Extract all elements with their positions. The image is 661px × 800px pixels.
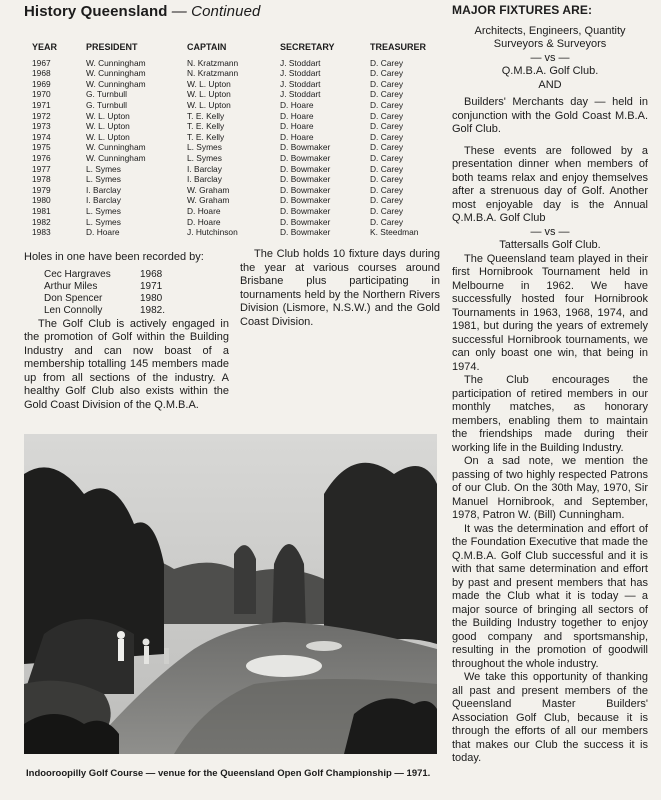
golf-club-paragraph: The Golf Club is actively engaged in the promotion of Golf within the Building Industry and can now boast of a membership totalling 145 members made up from all sections of the industry. A healthy Golf Club also exists within the Gold Coast Division of the Q.M.B.A. bbox=[24, 317, 229, 411]
officers-row bbox=[32, 68, 440, 79]
officers-cell-treasurer: D. Carey bbox=[370, 216, 404, 227]
officers-row bbox=[32, 100, 440, 111]
officers-cell-treasurer: D. Carey bbox=[370, 195, 404, 206]
holes-year: 1971 bbox=[140, 280, 163, 292]
officers-row bbox=[32, 153, 440, 164]
officers-row bbox=[32, 58, 440, 69]
officers-cell-secretary: D. Bowmaker bbox=[280, 184, 331, 195]
officers-cell-year: 1976 bbox=[32, 152, 51, 163]
fixture-days-section bbox=[240, 248, 440, 329]
officers-cell-year: 1979 bbox=[32, 184, 51, 195]
officers-row bbox=[32, 79, 440, 90]
officers-cell-president: W. Cunningham bbox=[86, 142, 146, 153]
officers-cell-president: L. Symes bbox=[86, 163, 121, 174]
col-header-president: PRESIDENT bbox=[86, 42, 138, 52]
officers-cell-treasurer: D. Carey bbox=[370, 110, 404, 121]
holes-row bbox=[44, 269, 165, 281]
officers-cell-secretary: J. Stoddart bbox=[280, 68, 321, 79]
officers-row bbox=[32, 174, 440, 185]
officers-cell-president: I. Barclay bbox=[86, 195, 121, 206]
col-header-year: YEAR bbox=[32, 42, 58, 52]
officers-cell-secretary: D. Bowmaker bbox=[280, 174, 331, 185]
officers-cell-treasurer: D. Carey bbox=[370, 78, 404, 89]
officers-row bbox=[32, 206, 440, 217]
holes-list bbox=[44, 269, 165, 317]
officers-row bbox=[32, 185, 440, 196]
major-fixtures-heading: MAJOR FIXTURES ARE: bbox=[452, 3, 593, 17]
col-header-secretary: SECRETARY bbox=[280, 42, 335, 52]
officers-cell-treasurer: D. Carey bbox=[370, 152, 404, 163]
officers-row bbox=[32, 195, 440, 206]
officers-cell-year: 1978 bbox=[32, 174, 51, 185]
officers-cell-captain: T. E. Kelly bbox=[187, 131, 225, 142]
officers-cell-secretary: D. Bowmaker bbox=[280, 142, 331, 153]
holes-year: 1982. bbox=[140, 304, 166, 316]
officers-cell-treasurer: D. Carey bbox=[370, 99, 404, 110]
officers-cell-captain: D. Hoare bbox=[187, 216, 221, 227]
officers-cell-year: 1981 bbox=[32, 205, 51, 216]
fixture-vs-2: — vs — bbox=[530, 225, 570, 238]
officers-cell-president: W. Cunningham bbox=[86, 57, 146, 68]
officers-cell-president: W. Cunningham bbox=[86, 68, 146, 79]
officers-cell-president: W. L. Upton bbox=[86, 121, 130, 132]
thanks-paragraph: We take this opportunity of thanking all past and present members of the Queensland Master Builders' Association Golf Club, because it is through the efforts of all our members that makes our Club the success it is today. bbox=[452, 671, 648, 764]
officers-cell-captain: T. E. Kelly bbox=[187, 121, 225, 132]
officers-cell-captain: L. Symes bbox=[187, 152, 222, 163]
major-fixtures-column bbox=[452, 4, 648, 766]
officers-cell-president: W. Cunningham bbox=[86, 78, 146, 89]
dinner-paragraph: These events are followed by a presentation dinner when members of both teams relax and enjoy themselves after a strenuous day of Golf. Another most enjoyable day is the Annual Q.M.B.A. Golf Club bbox=[452, 144, 648, 224]
officers-cell-year: 1967 bbox=[32, 57, 51, 68]
officers-cell-year: 1971 bbox=[32, 99, 51, 110]
holes-in-one-section bbox=[24, 251, 229, 412]
officers-cell-president: D. Hoare bbox=[86, 227, 120, 238]
officers-cell-year: 1969 bbox=[32, 78, 51, 89]
officers-row bbox=[32, 121, 440, 132]
officers-cell-treasurer: K. Steedman bbox=[370, 227, 419, 238]
officers-cell-year: 1974 bbox=[32, 131, 51, 142]
officers-cell-captain: W. L. Upton bbox=[187, 78, 231, 89]
officers-cell-captain: I. Barclay bbox=[187, 174, 222, 185]
fixture-days-paragraph: The Club holds 10 fixture days during the year at various courses around Brisbane plus participating in tournaments held by the Northern Rivers Division (Lismore, N.S.W.) and the Gold Coast Division. bbox=[240, 248, 440, 328]
officers-cell-treasurer: D. Carey bbox=[370, 131, 404, 142]
title-text: History Queensland bbox=[24, 3, 168, 20]
officers-cell-captain: T. E. Kelly bbox=[187, 110, 225, 121]
officers-cell-year: 1968 bbox=[32, 68, 51, 79]
officers-cell-president: L. Symes bbox=[86, 216, 121, 227]
officers-row bbox=[32, 217, 440, 228]
officers-cell-secretary: J. Stoddart bbox=[280, 57, 321, 68]
golf-course-photo bbox=[24, 434, 437, 754]
fixture-line-architects: Architects, Engineers, Quantity Surveyors & Surveyors bbox=[474, 24, 626, 50]
officers-cell-president: L. Symes bbox=[86, 205, 121, 216]
col-header-captain: CAPTAIN bbox=[187, 42, 227, 52]
foundation-paragraph: It was the determination and effort of the Foundation Executive that made the Q.M.B.A. Golf Club successful and it is with that same determination and effort by past and present members that has made the Club what it is today — a major source of bringing all sectors of the Building Industry together to enjoy good company and sportsmanship, resulting in the promotion of goodwill throughout the whole industry. bbox=[452, 522, 648, 670]
golf-course-illustration bbox=[24, 434, 437, 754]
holes-row bbox=[44, 305, 165, 317]
officers-cell-secretary: D. Hoare bbox=[280, 131, 314, 142]
photo-caption-area bbox=[24, 756, 437, 784]
officers-cell-captain: W. L. Upton bbox=[187, 89, 231, 100]
officers-cell-year: 1970 bbox=[32, 89, 51, 100]
holes-row bbox=[44, 281, 165, 293]
officers-cell-year: 1975 bbox=[32, 142, 51, 153]
officers-row bbox=[32, 89, 440, 100]
holes-intro: Holes in one have been recorded by: bbox=[24, 251, 204, 263]
hornibrook-paragraph: The Queensland team played in their first Hornibrook Tournament held in Melbourne in 1962. We have successfully hosted four Hornibrook Tournaments in 1963, 1968, 1974, and 1981, but during the years of extremely successful Hornibrook tournaments, we can only boast one win, that being in 1974. bbox=[452, 252, 648, 373]
officers-cell-secretary: D. Bowmaker bbox=[280, 227, 331, 238]
officers-cell-captain: D. Hoare bbox=[187, 205, 221, 216]
fixture-vs-1: — vs — bbox=[530, 51, 570, 64]
officers-cell-treasurer: D. Carey bbox=[370, 142, 404, 153]
retired-members-paragraph: The Club encourages the participation of retired members in our monthly matches, as honorary members, enabling them to maintain the friendships made during their working life in the Building Industry. bbox=[452, 374, 648, 454]
title-continued: — Continued bbox=[171, 3, 261, 20]
officers-cell-president: W. Cunningham bbox=[86, 152, 146, 163]
officers-row bbox=[32, 164, 440, 175]
holes-row bbox=[44, 293, 165, 305]
officers-cell-secretary: D. Hoare bbox=[280, 121, 314, 132]
officers-cell-year: 1973 bbox=[32, 121, 51, 132]
officers-row bbox=[32, 132, 440, 143]
officers-cell-captain: W. Graham bbox=[187, 195, 230, 206]
officers-cell-secretary: D. Hoare bbox=[280, 110, 314, 121]
holes-name: Cec Hargraves bbox=[44, 268, 111, 280]
officers-table bbox=[32, 42, 440, 238]
officers-cell-treasurer: D. Carey bbox=[370, 163, 404, 174]
officers-row bbox=[32, 227, 440, 238]
officers-cell-captain: W. Graham bbox=[187, 184, 230, 195]
officers-cell-secretary: J. Stoddart bbox=[280, 78, 321, 89]
holes-name: Don Spencer bbox=[44, 292, 103, 304]
officers-cell-treasurer: D. Carey bbox=[370, 121, 404, 132]
officers-cell-secretary: D. Bowmaker bbox=[280, 205, 331, 216]
fixture-line-tattersalls: Tattersalls Golf Club. bbox=[499, 239, 601, 251]
holes-name: Arthur Miles bbox=[44, 280, 98, 292]
holes-year: 1980 bbox=[140, 292, 163, 304]
officers-cell-secretary: D. Bowmaker bbox=[280, 163, 331, 174]
officers-row bbox=[32, 142, 440, 153]
officers-cell-president: G. Turnbull bbox=[86, 89, 127, 100]
officers-cell-president: I. Barclay bbox=[86, 184, 121, 195]
officers-cell-captain: L. Symes bbox=[187, 142, 222, 153]
officers-cell-year: 1977 bbox=[32, 163, 51, 174]
fixture-line-merchants: Builders' Merchants day — held in conjunction with the Gold Coast M.B.A. Golf Club. bbox=[452, 96, 648, 135]
officers-cell-year: 1972 bbox=[32, 110, 51, 121]
officers-cell-captain: N. Kratzmann bbox=[187, 68, 239, 79]
officers-cell-president: W. L. Upton bbox=[86, 110, 130, 121]
officers-body bbox=[32, 58, 440, 238]
officers-cell-secretary: D. Hoare bbox=[280, 99, 314, 110]
officers-cell-treasurer: D. Carey bbox=[370, 205, 404, 216]
officers-cell-president: W. L. Upton bbox=[86, 131, 130, 142]
officers-cell-captain: N. Kratzmann bbox=[187, 57, 239, 68]
officers-cell-president: L. Symes bbox=[86, 174, 121, 185]
officers-cell-treasurer: D. Carey bbox=[370, 184, 404, 195]
officers-row bbox=[32, 111, 440, 122]
officers-cell-treasurer: D. Carey bbox=[370, 174, 404, 185]
officers-header-row bbox=[32, 42, 440, 58]
holes-name: Len Connolly bbox=[44, 304, 103, 316]
officers-cell-year: 1982 bbox=[32, 216, 51, 227]
holes-year: 1968 bbox=[140, 268, 163, 280]
officers-cell-captain: I. Barclay bbox=[187, 163, 222, 174]
officers-cell-treasurer: D. Carey bbox=[370, 68, 404, 79]
officers-cell-secretary: J. Stoddart bbox=[280, 89, 321, 100]
officers-cell-secretary: D. Bowmaker bbox=[280, 152, 331, 163]
officers-cell-treasurer: D. Carey bbox=[370, 57, 404, 68]
officers-cell-year: 1983 bbox=[32, 227, 51, 238]
page-title bbox=[24, 3, 260, 20]
fixture-line-qmba: Q.M.B.A. Golf Club. bbox=[501, 65, 599, 77]
officers-cell-president: G. Turnbull bbox=[86, 99, 127, 110]
col-header-treasurer: TREASURER bbox=[370, 42, 427, 52]
officers-cell-captain: J. Hutchinson bbox=[187, 227, 238, 238]
fixture-and: AND bbox=[538, 78, 562, 91]
officers-cell-secretary: D. Bowmaker bbox=[280, 195, 331, 206]
officers-cell-secretary: D. Bowmaker bbox=[280, 216, 331, 227]
officers-cell-year: 1980 bbox=[32, 195, 51, 206]
sad-note-paragraph: On a sad note, we mention the passing of two highly respected Patrons of our Club. On the 30th May, 1970, Sir Manuel Hornibrook, and September, 1978, Patron W. (Bill) Cunningham. bbox=[452, 455, 648, 521]
officers-cell-captain: W. L. Upton bbox=[187, 99, 231, 110]
photo-caption: Indooroopilly Golf Course — venue for the Queensland Open Golf Championship — 1971. bbox=[26, 768, 431, 779]
officers-cell-treasurer: D. Carey bbox=[370, 89, 404, 100]
